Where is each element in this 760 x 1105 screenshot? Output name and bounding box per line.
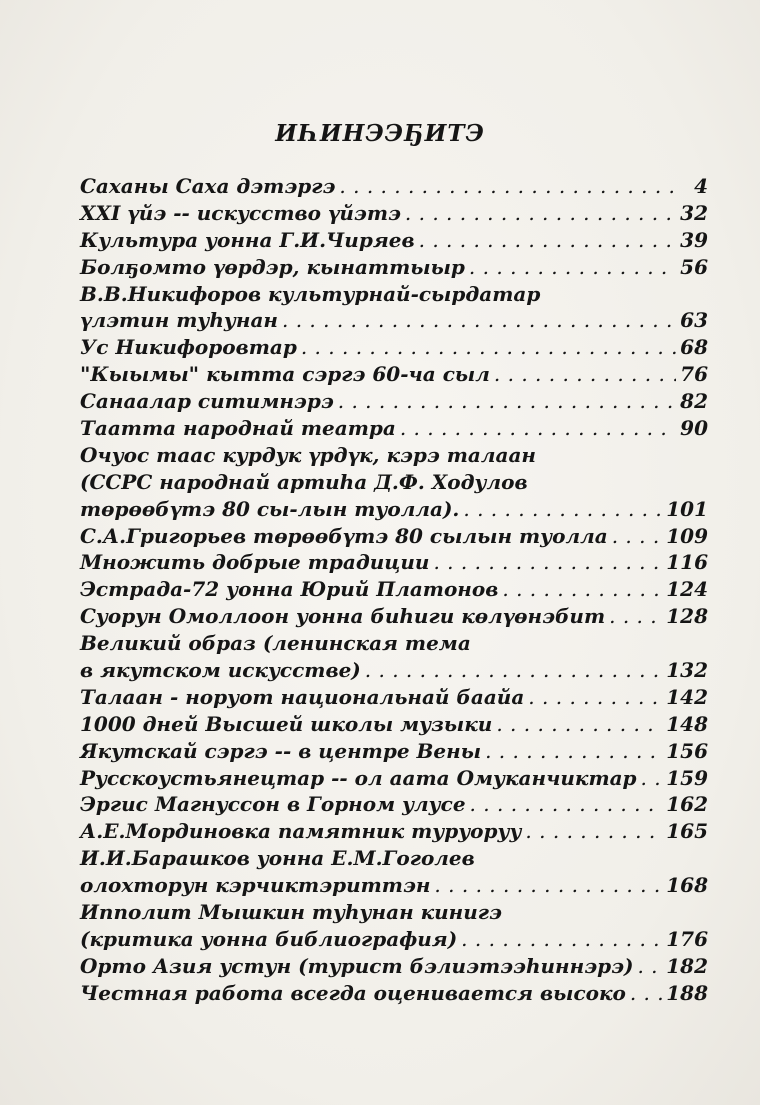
toc-entry-line-final — [80, 549, 708, 576]
page-number: 90 — [680, 416, 708, 441]
toc-entry-title: в якутском искусстве) — [80, 658, 361, 683]
page-title: ИҺИНЭЭҔИТЭ — [275, 120, 485, 147]
page-number: 76 — [680, 362, 708, 387]
toc-entry-title: Честная работа всегда оценивается высоко — [80, 980, 626, 1005]
toc-entry-line-final — [80, 227, 708, 254]
toc-entry-title: "Кыымы" кытта сэргэ 60-ча сыл — [80, 362, 490, 387]
toc-entry-title: Очуос таас курдук үрдүк, кэрэ талаан — [80, 442, 537, 467]
dot-leader — [282, 307, 676, 334]
toc-entry — [80, 334, 708, 361]
toc-entry-line-final — [80, 496, 708, 523]
toc-entry — [80, 523, 708, 550]
toc-entry — [80, 791, 708, 818]
toc-entry-title: А.Е.Мординовка памятник туруоруу — [80, 819, 522, 844]
dot-leader — [419, 227, 676, 254]
toc-entry-line-final — [80, 254, 708, 281]
page-number: 82 — [680, 389, 708, 414]
dot-leader — [461, 926, 662, 953]
table-of-contents — [80, 173, 708, 1007]
toc-entry-line — [80, 899, 708, 926]
toc-entry-title: Ус Никифоровтар — [80, 335, 297, 360]
toc-entry — [80, 200, 708, 227]
toc-entry-title: Культура уонна Г.И.Чиряев — [80, 227, 415, 252]
toc-entry — [80, 415, 708, 442]
page-number: 56 — [680, 254, 708, 279]
toc-entry-line-final — [80, 926, 708, 953]
toc-entry-title: олохторун кэрчиктэриттэн — [80, 873, 431, 898]
toc-entry-title: В.В.Никифоров культурнай-сырдатар — [80, 281, 541, 306]
page-number: 159 — [666, 765, 708, 790]
dot-leader — [434, 872, 662, 899]
toc-entry — [80, 684, 708, 711]
dot-leader — [463, 496, 662, 523]
dot-leader — [528, 684, 662, 711]
toc-entry — [80, 980, 708, 1007]
toc-entry-title: (критика уонна библиография) — [80, 926, 458, 951]
page-number: 101 — [666, 496, 708, 521]
dot-leader — [469, 254, 676, 281]
toc-entry — [80, 254, 708, 281]
toc-entry-line — [80, 281, 708, 308]
toc-entry-line-final — [80, 415, 708, 442]
dot-leader — [525, 818, 662, 845]
toc-entry-line-final — [80, 388, 708, 415]
toc-entry-title: Великий образ (ленинская тема — [80, 631, 471, 656]
toc-entry-line-final — [80, 200, 708, 227]
toc-entry — [80, 442, 708, 523]
toc-entry-line-final — [80, 576, 708, 603]
page-number: 162 — [666, 792, 708, 817]
toc-entry-line-final — [80, 334, 708, 361]
toc-entry — [80, 361, 708, 388]
toc-entry-line — [80, 442, 708, 469]
toc-entry — [80, 576, 708, 603]
dot-leader — [339, 173, 676, 200]
toc-entry-title: төрөөбүтэ 80 сы-лын туолла). — [80, 496, 460, 521]
page-number: 142 — [666, 684, 708, 709]
page-number: 182 — [666, 953, 708, 978]
page-number: 165 — [666, 819, 708, 844]
toc-entry-line-final — [80, 738, 708, 765]
toc-entry-title: Санаалар ситимнэрэ — [80, 389, 334, 414]
dot-leader — [637, 953, 662, 980]
toc-entry — [80, 603, 708, 630]
page-number: 156 — [666, 738, 708, 763]
toc-entry — [80, 845, 708, 899]
page-number: 109 — [666, 523, 708, 548]
toc-entry-title: И.И.Барашков уонна Е.М.Гоголев — [80, 846, 475, 871]
dot-leader — [494, 361, 676, 388]
toc-entry-title: Суорун Омоллоон уонна биһиги көлүөнэбит — [80, 604, 606, 629]
toc-entry-line — [80, 469, 708, 496]
toc-entry-line-final — [80, 980, 708, 1007]
toc-entry-line-final — [80, 523, 708, 550]
toc-entry-line-final — [80, 307, 708, 334]
page-number: 39 — [680, 227, 708, 252]
toc-entry-line — [80, 630, 708, 657]
dot-leader — [400, 415, 676, 442]
toc-entry-title: Ипполит Мышкин туһунан кинигэ — [80, 900, 502, 925]
toc-entry — [80, 765, 708, 792]
toc-entry — [80, 549, 708, 576]
toc-entry-line-final — [80, 657, 708, 684]
toc-entry-title: Эргис Магнуссон в Горном улусе — [80, 792, 466, 817]
page-number: 68 — [680, 335, 708, 360]
page-number: 168 — [666, 873, 708, 898]
dot-leader — [365, 657, 662, 684]
toc-entry-line-final — [80, 818, 708, 845]
toc-entry-line-final — [80, 953, 708, 980]
toc-entry-title: С.А.Григорьев төрөөбүтэ 80 сылын туолла — [80, 523, 608, 548]
toc-entry-line-final — [80, 711, 708, 738]
dot-leader — [609, 603, 662, 630]
page-number: 124 — [666, 577, 708, 602]
toc-entry-line-final — [80, 684, 708, 711]
toc-entry — [80, 711, 708, 738]
toc-entry-line-final — [80, 173, 708, 200]
toc-entry-line-final — [80, 791, 708, 818]
page-number: 128 — [666, 604, 708, 629]
toc-entry-title: Орто Азия устун (турист бэлиэтээһиннэрэ) — [80, 953, 634, 978]
dot-leader — [630, 980, 662, 1007]
dot-leader — [502, 576, 662, 603]
page-number: 148 — [666, 711, 708, 736]
dot-leader — [485, 738, 662, 765]
toc-entry-line-final — [80, 872, 708, 899]
toc-entry-line-final — [80, 765, 708, 792]
toc-entry-title: Эстрада-72 уонна Юрий Платонов — [80, 577, 499, 602]
toc-entry-line-final — [80, 361, 708, 388]
toc-entry-title: (ССРС народнай артиһа Д.Ф. Ходулов — [80, 469, 528, 494]
page-number: 132 — [666, 658, 708, 683]
toc-entry-title: XXI үйэ -- искусство үйэтэ — [80, 200, 401, 225]
dot-leader — [433, 549, 662, 576]
dot-leader — [301, 334, 676, 361]
toc-entry-title: Русскоустьянецтар -- ол аата Омуканчиктар — [80, 765, 637, 790]
dot-leader — [496, 711, 662, 738]
toc-entry-line-final — [80, 603, 708, 630]
toc-entry-title: Множить добрые традиции — [80, 550, 430, 575]
toc-entry-title: Талаан - норуот национальнай баайа — [80, 684, 525, 709]
page-number: 188 — [666, 980, 708, 1005]
toc-entry — [80, 818, 708, 845]
page-number: 4 — [694, 174, 708, 198]
toc-entry — [80, 173, 708, 200]
page-number: 63 — [680, 308, 708, 333]
toc-entry — [80, 953, 708, 980]
toc-entry — [80, 388, 708, 415]
toc-entry-title: үлэтин туһунан — [80, 308, 278, 333]
toc-entry-title: Таатта народнай театра — [80, 416, 396, 441]
toc-entry-line — [80, 845, 708, 872]
page-number: 32 — [680, 200, 708, 225]
toc-entry — [80, 738, 708, 765]
toc-entry-title: 1000 дней Высшей школы музыки — [80, 711, 493, 736]
toc-entry — [80, 281, 708, 335]
dot-leader — [641, 765, 663, 792]
page-number: 116 — [666, 550, 708, 575]
toc-entry-title: Якутскай сэргэ -- в центре Вены — [80, 738, 482, 763]
dot-leader — [612, 523, 663, 550]
toc-entry-title: Саханы Саха дэтэргэ — [80, 174, 336, 198]
toc-entry — [80, 630, 708, 684]
dot-leader — [470, 791, 663, 818]
toc-entry-title: Болҕомто үөрдэр, кынаттыыр — [80, 254, 465, 279]
page-number: 176 — [666, 926, 708, 951]
toc-entry — [80, 227, 708, 254]
dot-leader — [338, 388, 676, 415]
dot-leader — [405, 200, 676, 227]
toc-entry — [80, 899, 708, 953]
